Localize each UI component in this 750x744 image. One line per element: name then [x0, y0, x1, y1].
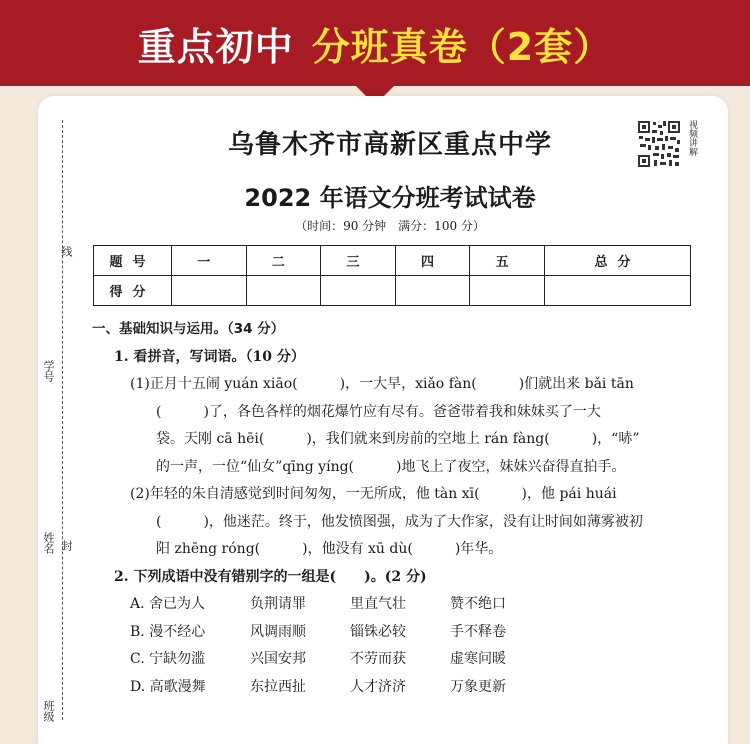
option-item: 虚寒问暖 [450, 651, 506, 667]
score-header-cell: 二 [246, 246, 321, 276]
section-title: 一、基础知识与运用。（34 分） [92, 321, 285, 337]
option-item: 负荆请罪 [250, 596, 306, 612]
banner-title-yellow: 分班真卷（2套） [311, 24, 613, 69]
exam-content [92, 316, 702, 701]
option-item: 赞不绝口 [450, 596, 506, 612]
question-1-line: 的一声，一位“仙女”qīng yíng( )地飞上了夜空，妹妹兴奋得直拍手。 [156, 458, 626, 475]
option-item: 万象更新 [450, 678, 506, 695]
score-header-cell: 三 [321, 246, 396, 276]
score-input-cell[interactable] [172, 276, 247, 306]
option-item: C. 宁缺勿滥 [130, 651, 206, 667]
binding-label-feng: 封 [60, 540, 73, 551]
score-header-cell: 一 [172, 246, 247, 276]
question-2-option-row [92, 619, 702, 647]
option-item: 锱铢必较 [350, 623, 406, 640]
score-table [93, 245, 691, 306]
question-2-title: 2. 下列成语中没有错别字的一组是( )。(2 分) [114, 568, 427, 585]
score-input-cell[interactable] [470, 276, 545, 306]
score-table-header-row [94, 246, 691, 276]
score-header-cell: 五 [470, 246, 545, 276]
score-input-cell[interactable] [321, 276, 396, 306]
qr-code-icon[interactable] [637, 120, 681, 168]
score-input-cell[interactable] [395, 276, 470, 306]
option-item: A. 舍已为人 [130, 596, 206, 612]
option-item: D. 高歌漫舞 [130, 678, 206, 695]
question-1-line: ( )，他迷茫。终于，他发愤图强，成为了大作家，没有让时间如薄雾被初 [156, 513, 643, 530]
top-banner [0, 0, 750, 86]
question-1-line: (2)年轻的朱自清感觉到时间匆匆，一无所成，他 tàn xī( )，他 pái huái [130, 486, 617, 502]
option-item: 风调雨顺 [250, 623, 306, 640]
binding-label-banji: 班级 [42, 700, 55, 722]
qr-label: 视频讲解 [687, 120, 697, 156]
question-1-line: 阳 zhēng róng( )，他没有 xū dù( )年华。 [156, 541, 503, 557]
exam-school-title: 乌鲁木齐市高新区重点中学 [227, 130, 552, 160]
score-header-cell: 四 [395, 246, 470, 276]
option-item: B. 漫不经心 [130, 623, 206, 640]
binding-label-xingming: 姓名 [42, 532, 55, 554]
question-2-option-row [92, 674, 702, 702]
option-item: 兴国安邦 [250, 651, 306, 667]
binding-line [62, 120, 72, 720]
question-2-option-row [92, 591, 702, 619]
option-item: 里直气壮 [350, 596, 406, 612]
question-1-line: (1)正月十五闹 yuán xiāo( )，一大早，xiǎo fàn( )们就出来 bǎi tān [130, 376, 634, 392]
score-row-label: 得分 [94, 276, 172, 306]
binding-label-xuehao: 学号 [42, 360, 55, 382]
option-item: 手不释卷 [450, 623, 506, 640]
score-input-cell[interactable] [544, 276, 690, 306]
question-1-line: ( )了，各色各样的烟花爆竹应有尽有。爸爸带着我和妹妹买了一大 [156, 403, 601, 420]
exam-time-score: （时间：90 分钟 满分：100 分） [295, 219, 485, 233]
option-item: 东拉西扯 [250, 678, 306, 695]
binding-label-xian: 线 [60, 246, 73, 257]
option-item: 人才济济 [350, 678, 406, 695]
score-header-cell: 总分 [544, 246, 690, 276]
question-1-title: 1. 看拼音，写词语。（10 分） [114, 348, 305, 365]
question-1-line: 袋。天刚 cā hēi( )，我们就来到房前的空地上 rán fàng( )，“哧” [156, 431, 640, 447]
exam-title: 2022 年语文分班考试试卷 [244, 184, 536, 212]
score-header-cell: 题号 [94, 246, 172, 276]
option-item: 不劳而获 [350, 651, 406, 667]
score-table-score-row [94, 276, 691, 306]
score-input-cell[interactable] [246, 276, 321, 306]
question-2-option-row [92, 646, 702, 674]
banner-title-white: 重点初中 [137, 24, 294, 69]
